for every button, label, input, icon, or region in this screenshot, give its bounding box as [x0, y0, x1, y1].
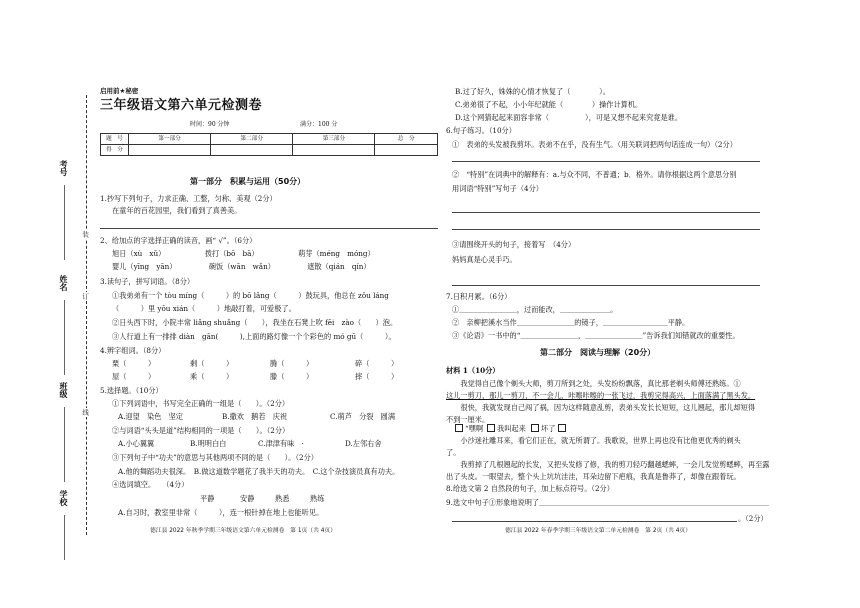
score-cell[interactable] — [211, 145, 293, 156]
question-2-row-2: 婴儿（yīng yān） 碗饭（wān wǎn） 遮散（qián qín） — [112, 262, 371, 271]
question-5: 5.选择题。（10分） — [100, 386, 163, 395]
passage-line: 出了头皮。一眼望去，整个头上坑坑洼洼，耳朵边留下疤痕，我真是鲁莽了，却像在跟着玩。 — [446, 472, 741, 481]
question-6-2-line-1: ② “特别”在词典中的解释有：a.与众不同，不普通；b．格外。请你根据这两个意思分别 — [452, 170, 737, 179]
score-cell: 总 分 — [375, 134, 438, 145]
question-2-row-1: 旭日（xù xǔ） 拨打（bō bā） 萌芽（méng móng） — [112, 249, 375, 258]
question-5-1-option[interactable]: A.迎望 染色 坚定 — [118, 412, 183, 421]
passage-line: 我剪掉了几根翘起的长发，又把头发修了修，我的剪刀轻巧翻越蟋蟀，一会儿发觉剪蟋蟀，再至露 — [446, 460, 770, 469]
passage-line-underlined: 这儿一剪刀，那儿一剪刀，不一会儿，咔嚓咔嚓的一张飞过，我剪完得高兴，上面落满了黑头发。 — [446, 391, 756, 400]
question-5-4-c: C.弟弟很了不起，小小年纪就能（ ）操作计算机。 — [455, 100, 643, 109]
question-6-3: ③请围绕开头的句子，接着写 （4分） — [452, 240, 576, 249]
score-cell: 题 号 — [101, 134, 129, 145]
material-1-label: 材料 1（10分） — [446, 366, 500, 375]
question-7-1[interactable]: ①＿＿＿＿＿＿＿＿，过而能改，＿＿＿＿＿＿＿。 — [452, 305, 618, 314]
question-5-4-d: D.这个网猜起起来面容非常（ ），可是又想不起来究竟是谁。 — [455, 113, 683, 122]
score-cell: 第一部分 — [129, 134, 211, 145]
part2-heading: 第二部分 阅读与理解（20分） — [540, 348, 656, 357]
answer-line[interactable] — [452, 285, 760, 286]
question-5-2-option[interactable]: B.明明白白 — [190, 439, 227, 448]
score-table-row — [101, 134, 438, 145]
question-5-2-option[interactable]: A.小心翼翼 — [118, 439, 155, 448]
binding-dashed-line — [86, 95, 87, 535]
punctuation-box[interactable] — [487, 424, 495, 432]
question-3-line-4: ③人行道上有一排排 diàn gān( ),上面的路灯像一个个彩色的 mó gū（ ）。 — [112, 332, 396, 341]
question-1: 1.抄写下列句子，力求正确、工整，匀称、美观（2分） — [100, 194, 277, 203]
secret-label: 启用前★秘密 — [100, 87, 139, 95]
exam-time: 时间：90 分钟 — [190, 121, 230, 128]
question-4-cell: 乘（ ） — [190, 372, 234, 381]
answer-line[interactable] — [452, 521, 737, 522]
part1-heading: 第一部分 积累与运用（50分） — [190, 177, 306, 186]
question-4-cell: 屋（ ） — [112, 372, 156, 381]
question-5-2-option[interactable]: C.津津有味 · — [258, 439, 304, 448]
question-3-line-1: ①我弟弟有一个 tòu míng（ ）的 bō lǎng（ ）鼓玩具，他总在 zǒu láng — [112, 291, 389, 300]
question-7: 7.日积月累。（6分） — [446, 292, 512, 301]
question-5-4-b: B.过了好久，姝姝的心情才恢复了（ ）。 — [455, 87, 610, 96]
score-table — [100, 133, 438, 156]
binding-strip — [0, 0, 100, 608]
full-score: 满分：100 分 — [300, 121, 338, 128]
footer-left: 德江县 2022 年秋季学期三年级语文第六单元检测卷 第 1页（共 4页） — [150, 528, 337, 534]
class-line — [64, 407, 65, 482]
answer-line[interactable] — [100, 228, 438, 229]
score-table-row — [101, 145, 438, 156]
question-1-text: 在童年的百花园里，我们看到了真善美。 — [112, 206, 242, 215]
passage-line: 很快，我就发现自己闯了祸，因为这样随意乱剪，表弟头发长长短短，这儿翘起，那儿却短得 — [446, 403, 756, 412]
score-cell[interactable] — [375, 145, 438, 156]
question-5-1: ①下列词语中，书写完全正确的一组是（ ）。（2分） — [112, 399, 290, 408]
question-6-2-line-2: 用词语“特别”写句子（4分） — [452, 184, 543, 193]
answer-line[interactable] — [452, 161, 760, 162]
question-5-4: ④选词填空。 （4分） — [112, 480, 189, 489]
passage-line: 我觉得自己像个剃头大师，剪刀所到之处，头发纷纷飘落，真比那老剃头师傅还熟练。① — [446, 379, 741, 388]
question-5-1-option[interactable]: C.萌芦 分裂 圆满 — [330, 412, 396, 421]
question-4-cell: 碎（ ） — [355, 359, 399, 368]
question-3-line-2: （ ）里 yōu xián（ ）地敲打着，可爱极了。 — [112, 304, 296, 313]
school-line — [64, 515, 65, 560]
word-choice: 熟练 — [310, 494, 325, 503]
answer-line[interactable] — [452, 212, 760, 213]
question-5-1-option[interactable]: B.撒欢 鹅若 庆祝 — [222, 412, 288, 421]
question-2: 2、给加点的字选择正确的读音，画“ √”。（6分） — [100, 236, 257, 245]
score-cell: 第三部分 — [293, 134, 375, 145]
question-9[interactable]: 9.选文中句子①形象地说明了＿＿＿＿＿＿＿＿＿＿＿＿＿＿＿＿＿＿＿＿＿＿＿＿＿＿＿＿＿＿＿＿ — [446, 498, 770, 507]
score-cell[interactable] — [293, 145, 375, 156]
score-cell: 得 分 — [101, 145, 129, 156]
punctuation-box[interactable] — [531, 424, 539, 432]
question-4-cell: 栗（ ） — [112, 359, 156, 368]
binding-mark-xian: 线 — [81, 409, 90, 416]
question-4-cell: 滕（ ） — [270, 372, 314, 381]
question-5-4-a: A.自习时，教室里非常（ ），连一根针掉在地上也能听见。 — [118, 508, 324, 517]
page-title: 三年级语文第六单元检测卷 — [100, 98, 263, 113]
name-line — [64, 300, 65, 375]
question-4-cell: 腾（ ） — [270, 359, 314, 368]
score-cell: 第二部分 — [211, 134, 293, 145]
question-4-cell: 剩（ ） — [190, 359, 234, 368]
class-label: 班级 — [59, 382, 68, 398]
passage-line: 小沙迷社雕耳来，看它们正在，就无所谓了。我歌说，世界上再也没有比他更优秀的剃头 — [446, 436, 741, 445]
word-choice: 安静 — [240, 494, 255, 503]
question-5-3: ③下列句子中“功夫”的意思与其他两项不同的是（ ）。（2分） — [112, 453, 318, 462]
question-3: 3.读句子，拼写词语。（8分） — [100, 277, 195, 286]
binding-mark-zhuang: 装 — [81, 231, 90, 238]
exam-number-line — [64, 185, 65, 260]
question-5-3-options[interactable]: A.他的舞蹈功夫很深。 B.做这道数学题花了我半天的功夫。 C.这个杂技演员真有功夫。 — [118, 467, 400, 476]
name-label: 姓名 — [59, 275, 68, 291]
question-6-1: ① 表弟的头发被我剪坏。表弟不在乎，没有生气。（用关联词把两句话连成一句）（2分） — [452, 140, 737, 149]
score-cell[interactable] — [129, 145, 211, 156]
question-7-3[interactable]: ③《论语》一书中的“＿＿＿＿＿＿＿＿，＿＿＿＿＿＿＿＿”告诉我们知错就改的重要性。 — [452, 331, 740, 340]
passage-fragment: “嘿啊 — [465, 424, 484, 433]
punctuation-box[interactable] — [558, 424, 566, 432]
word-choice: 平静 — [200, 494, 215, 503]
passage-line: 不到一厘米。 — [446, 415, 490, 424]
question-6-3-text: 妈妈真是心灵手巧。 — [452, 255, 517, 264]
question-3-line-3: ②日头西下时，小院丰常 liǎng shuǎng（ ），我坐在石凳上吹 fēi zào（ ）泡。 — [112, 318, 398, 327]
binding-mark-ding: 订 — [81, 293, 90, 300]
passage-fragment: 坏了 — [541, 424, 556, 433]
question-8: 8.给选文第 2 自然段的句子，加上标点符号。（2分） — [446, 484, 614, 493]
question-5-2: ②与词语“头头是道”结构相同的一项是（ ）。（2分） — [112, 426, 290, 435]
question-9-end: 。（2分） — [738, 514, 768, 523]
punctuation-box[interactable] — [455, 424, 463, 432]
passage-line: 了。 — [446, 448, 461, 457]
answer-line[interactable] — [452, 229, 760, 230]
passage-fragment: 我叫起来 — [497, 424, 526, 433]
question-6: 6.句子练习。（10分） — [446, 126, 516, 135]
question-4: 4.辨字组词。（8分） — [100, 346, 166, 355]
footer-right: 德江县 2022 年春季学期三年级语文第二单元检测卷 第 2页（共 4页） — [505, 528, 692, 534]
question-5-2-option[interactable]: D.左邻右舍 — [345, 439, 382, 448]
school-label: 学校 — [59, 490, 68, 506]
word-choice: 熟悉 — [275, 494, 290, 503]
exam-number-label: 考号 — [59, 160, 68, 176]
question-4-cell: 摔（ ） — [355, 372, 399, 381]
question-7-2[interactable]: ② 亲柳把溪水当作＿＿＿＿＿＿＿＿的镜子，＿＿＿＿＿＿＿＿＿平静。 — [452, 318, 690, 327]
